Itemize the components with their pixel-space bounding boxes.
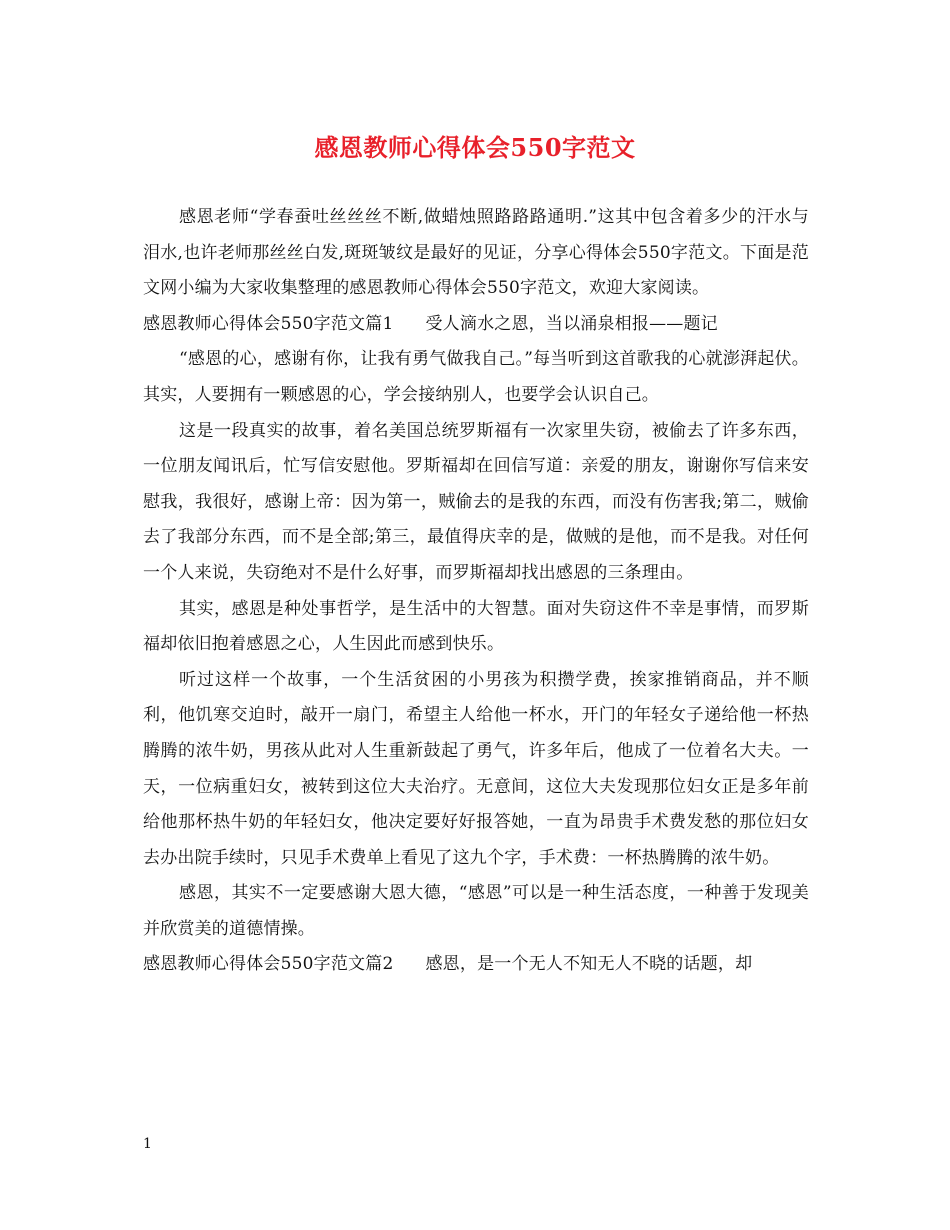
- section-1-paragraph: 听过这样一个故事，一个生活贫困的小男孩为积攒学费，挨家推销商品，并不顺利，他饥寒交迫时，敲开一扇门，希望主人给他一杯水，开门的年轻女子递给他一杯热腾腾的浓牛奶，男孩从此对人生重新鼓起了勇气，许多年后，他成了一位着名大夫。一天，一位病重妇女，被转到这位大夫治疗。无意间，这位大夫发现那位妇女正是多年前给他那杯热牛奶的年轻妇女，他决定要好好报答她，一直为昂贵手术费发愁的那位妇女去办出院手续时，只见手术费单上看见了这九个字，手术费：一杯热腾腾的浓牛奶。: [143, 669, 809, 868]
- section-2-lead: 感恩，是一个无人不知无人不晓的话题，却: [425, 954, 753, 975]
- section-1-heading: 感恩教师心得体会550字范文篇1: [143, 313, 394, 334]
- section-2-heading: 感恩教师心得体会550字范文篇2: [143, 954, 394, 975]
- page-title: 感恩教师心得体会550字范文: [314, 133, 636, 162]
- section-1-heading-line: [143, 307, 809, 343]
- section-1-paragraph: 这是一段真实的故事，着名美国总统罗斯福有一次家里失窃，被偷去了许多东西，一位朋友闻讯后，忙写信安慰他。罗斯福却在回信写道：亲爱的朋友，谢谢你写信来安慰我，我很好，感谢上帝：因为第一，贼偷去的是我的东西，而没有伤害我;第二，贼偷去了我部分东西，而不是全部;第三，最值得庆幸的是，做贼的是他，而不是我。对任何一个人来说，失窃绝对不是什么好事，而罗斯福却找出感恩的三条理由。: [143, 420, 809, 583]
- section-1-lead: 受人滴水之恩，当以涌泉相报——题记: [425, 313, 718, 334]
- section-2-heading-line: [143, 947, 809, 983]
- section-1-paragraph: “感恩的心，感谢有你，让我有勇气做我自己。”每当听到这首歌我的心就澎湃起伏。其实，人要拥有一颗感恩的心，学会接纳别人，也要学会认识自己。: [143, 349, 809, 405]
- section-1-paragraph: 其实，感恩是种处事哲学，是生活中的大智慧。面对失窃这件不幸是事情，而罗斯福却依旧抱着感恩之心，人生因此而感到快乐。: [143, 598, 809, 655]
- section-1-paragraph: 感恩，其实不一定要感谢大恩大德，“感恩”可以是一种生活态度，一种善于发现美并欣赏美的道德情操。: [143, 883, 809, 939]
- document-body: [143, 200, 809, 983]
- intro-paragraph: 感恩老师“学春蚕吐丝丝丝不断,做蜡烛照路路路通明.”这其中包含着多少的汗水与泪水,也许老师那丝丝白发,斑斑皱纹是最好的见证，分享心得体会550字范文。下面是范文网小编为大家收集整理的感恩教师心得体会550字范文，欢迎大家阅读。: [143, 207, 809, 299]
- page-number: 1: [143, 1136, 152, 1152]
